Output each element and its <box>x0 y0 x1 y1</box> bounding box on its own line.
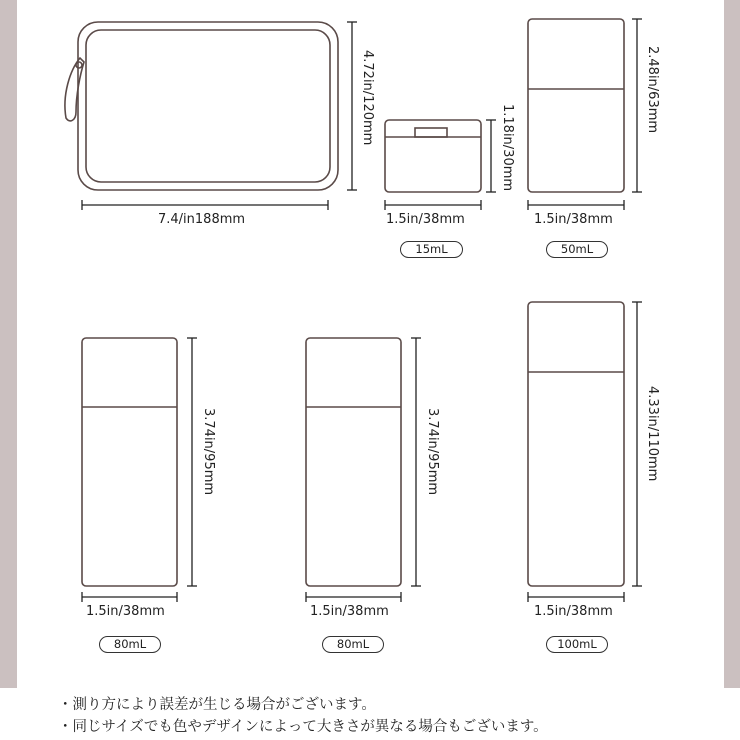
note-measurement-error: ・測り方により誤差が生じる場合がございます。 <box>58 697 376 713</box>
jar-15ml-outline <box>385 120 481 192</box>
bottle-100ml-capacity-badge: 100mL <box>546 636 608 653</box>
bottle-50ml-capacity-badge: 50mL <box>546 241 608 258</box>
jar-15ml-width-label: 1.5in/38mm <box>386 212 465 227</box>
disclaimer-notes <box>58 694 548 738</box>
pouch-outline <box>78 22 338 190</box>
bottle-80ml-b-capacity-badge: 80mL <box>322 636 384 653</box>
bottle-50ml-outline <box>528 19 624 192</box>
bottle-50ml-height-label: 2.48in/63mm <box>645 46 660 134</box>
jar-15ml-capacity-badge: 15mL <box>400 241 463 258</box>
pouch-width-label: 7.4/in188mm <box>158 212 246 227</box>
bottle-80ml-a-height-label: 3.74in/95mm <box>201 408 216 496</box>
bottle-50ml-width-label: 1.5in/38mm <box>534 212 613 227</box>
bottle-80ml-b-width-label: 1.5in/38mm <box>310 604 389 619</box>
bottle-100ml-width-label: 1.5in/38mm <box>534 604 613 619</box>
bottle-80ml-b-height-label: 3.74in/95mm <box>425 408 440 496</box>
bottle-100ml-height-label: 4.33in/110mm <box>645 386 660 482</box>
bottle-80ml-a-capacity-badge: 80mL <box>99 636 161 653</box>
pouch-inner-outline <box>86 30 330 182</box>
bottle-80ml-a-outline <box>82 338 177 586</box>
bottle-80ml-b-outline <box>306 338 401 586</box>
jar-15ml-height-label: 1.18in/30mm <box>500 104 515 192</box>
bottle-80ml-a-width-label: 1.5in/38mm <box>86 604 165 619</box>
note-size-variation: ・同じサイズでも色やデザインによって大きさが異なる場合もございます。 <box>58 719 548 735</box>
bottle-100ml-outline <box>528 302 624 586</box>
pouch-height-label: 4.72in/120mm <box>360 50 375 146</box>
